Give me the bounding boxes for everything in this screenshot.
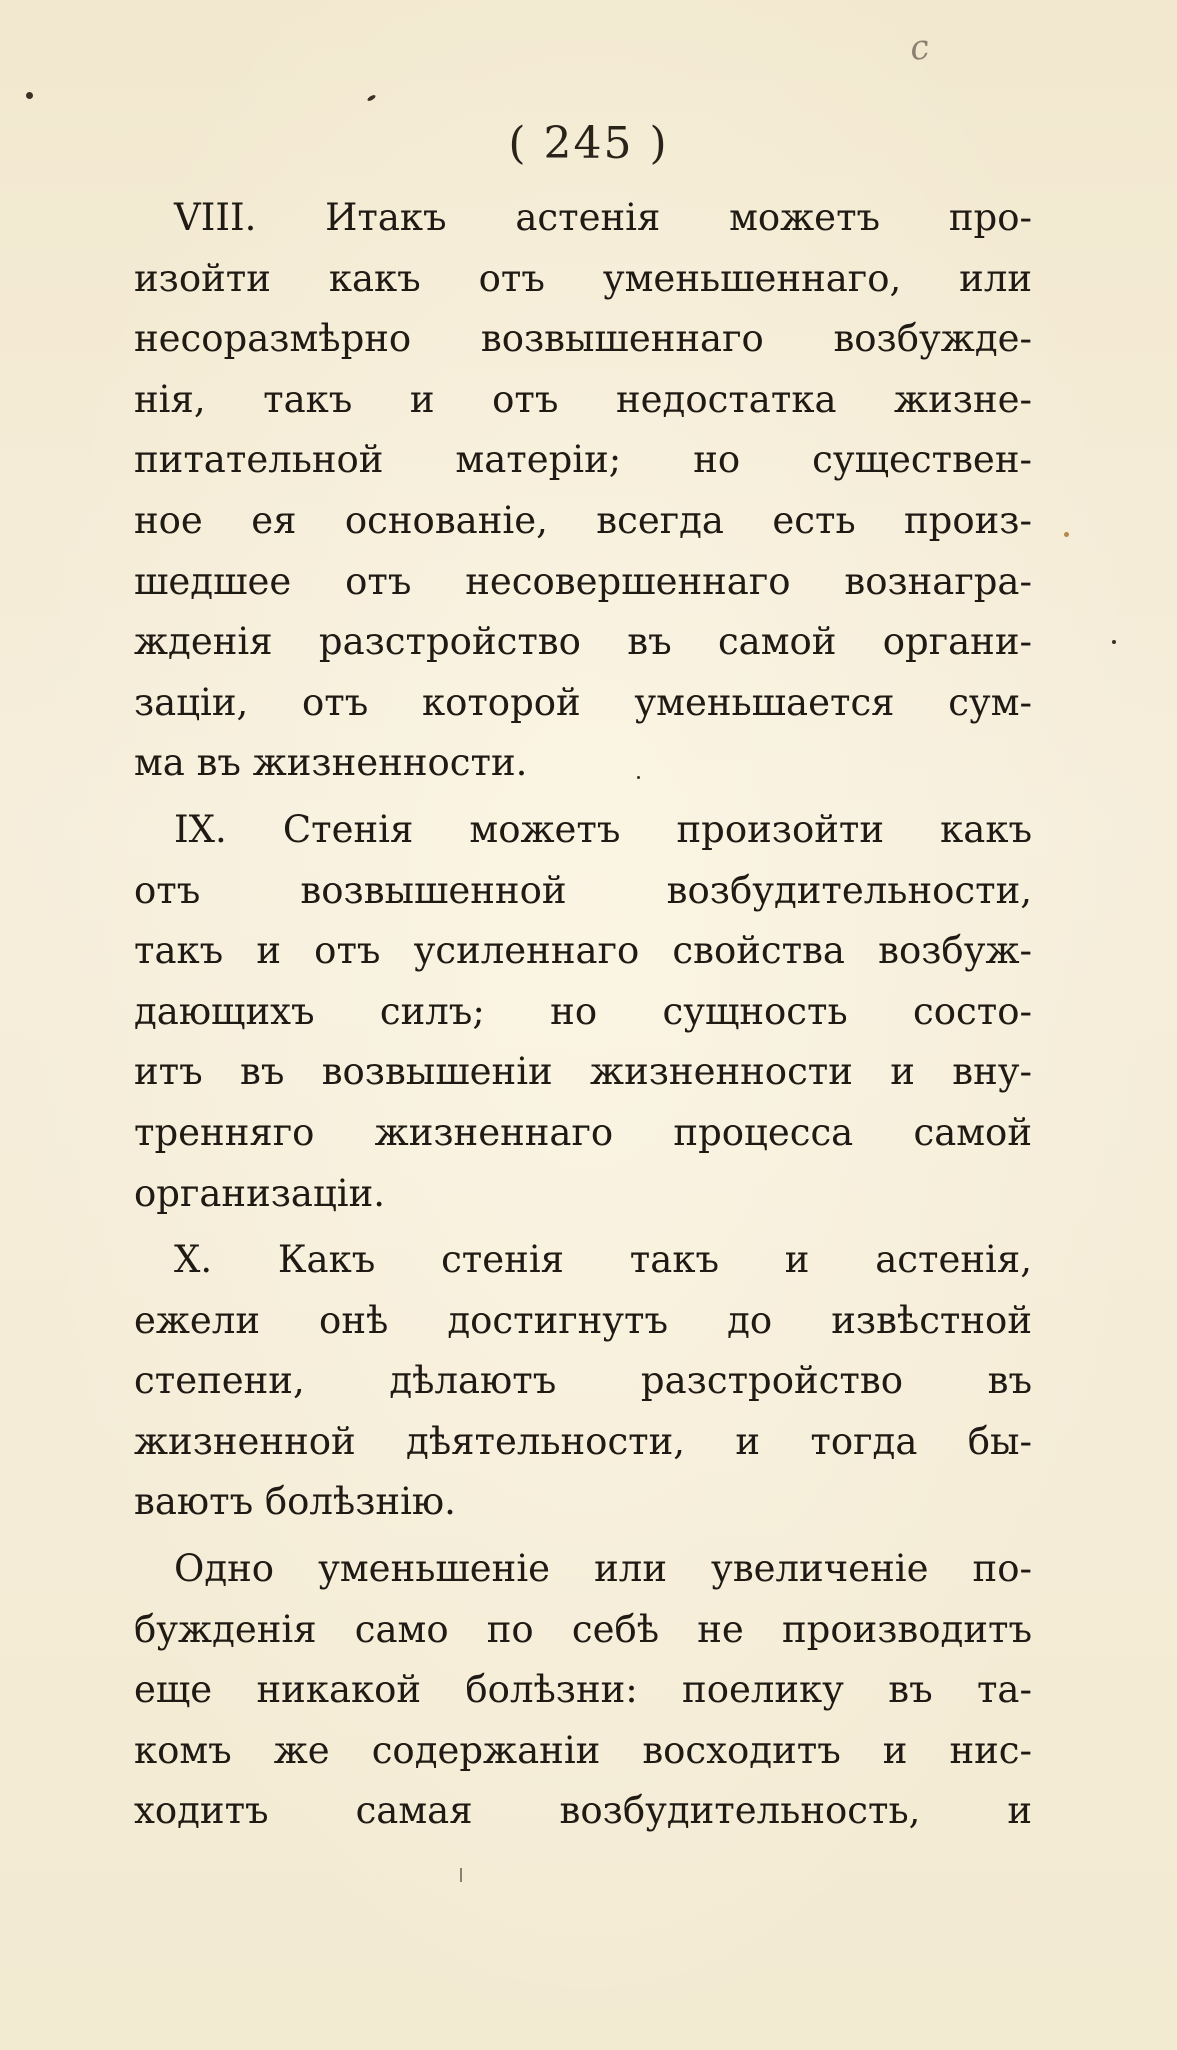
ink-speck: [1064, 532, 1069, 537]
ink-speck: [1112, 640, 1116, 644]
text-line: отъ возвышенной возбудительности,: [134, 868, 1032, 912]
text-line: дающихъ силъ; но сущность состо-: [134, 989, 1032, 1033]
text-line: ежели онѣ достигнутъ до извѣстной: [134, 1298, 1032, 1342]
page-number: ( 245 ): [508, 118, 669, 169]
text-line: такъ и отъ усиленнаго свойства возбуж-: [134, 929, 1032, 973]
text-line: IX. Стенія можетъ произойти какъ: [174, 807, 1032, 851]
text-line: X. Какъ стенія такъ и астенія,: [174, 1238, 1032, 1282]
ink-speck: [26, 92, 33, 99]
text-line: ное ея основаніе, всегда есть произ-: [134, 498, 1032, 542]
text-line: изойти какъ отъ уменьшеннаго, или: [134, 256, 1032, 300]
text-line: ваютъ болѣзнію.: [134, 1480, 456, 1524]
text-line: итъ въ возвышеніи жизненности и вну-: [134, 1050, 1032, 1094]
text-line: степени, дѣлаютъ разстройство въ: [134, 1359, 1032, 1403]
text-line: питательной матеріи; но существен-: [134, 438, 1032, 482]
text-line: бужденія само по себѣ не производитъ: [134, 1607, 1032, 1651]
text-line: Одно уменьшеніе или увеличеніе по-: [174, 1547, 1032, 1591]
text-line: нія, такъ и отъ недостатка жизне-: [134, 377, 1032, 421]
text-line: еще никакой болѣзни: поелику въ та-: [134, 1668, 1032, 1712]
text-line: шедшее отъ несовершеннаго вознагра-: [134, 559, 1032, 603]
text-line: VIII. Итакъ астенія можетъ про-: [174, 196, 1032, 239]
text-line: комъ же содержаніи восходитъ и нис-: [134, 1728, 1032, 1772]
text-line: заціи, отъ которой уменьшается сум-: [134, 680, 1032, 724]
text-line: жизненной дѣятельности, и тогда бы-: [134, 1419, 1032, 1463]
text-line: тренняго жизненнаго процесса самой: [134, 1110, 1032, 1154]
text-line: организаціи.: [134, 1171, 386, 1215]
pencil-mark: c: [907, 26, 932, 70]
text-line: жденія разстройство въ самой органи-: [134, 620, 1032, 664]
text-line: ходитъ самая возбудительность, и: [134, 1789, 1032, 1833]
ink-mark: [460, 1868, 462, 1882]
text-line: несоразмѣрно возвышеннаго возбужде-: [134, 317, 1032, 361]
body-text: [134, 188, 1032, 1842]
ink-speck: [367, 94, 377, 102]
text-line: ма въ жизненности.: [134, 741, 528, 785]
